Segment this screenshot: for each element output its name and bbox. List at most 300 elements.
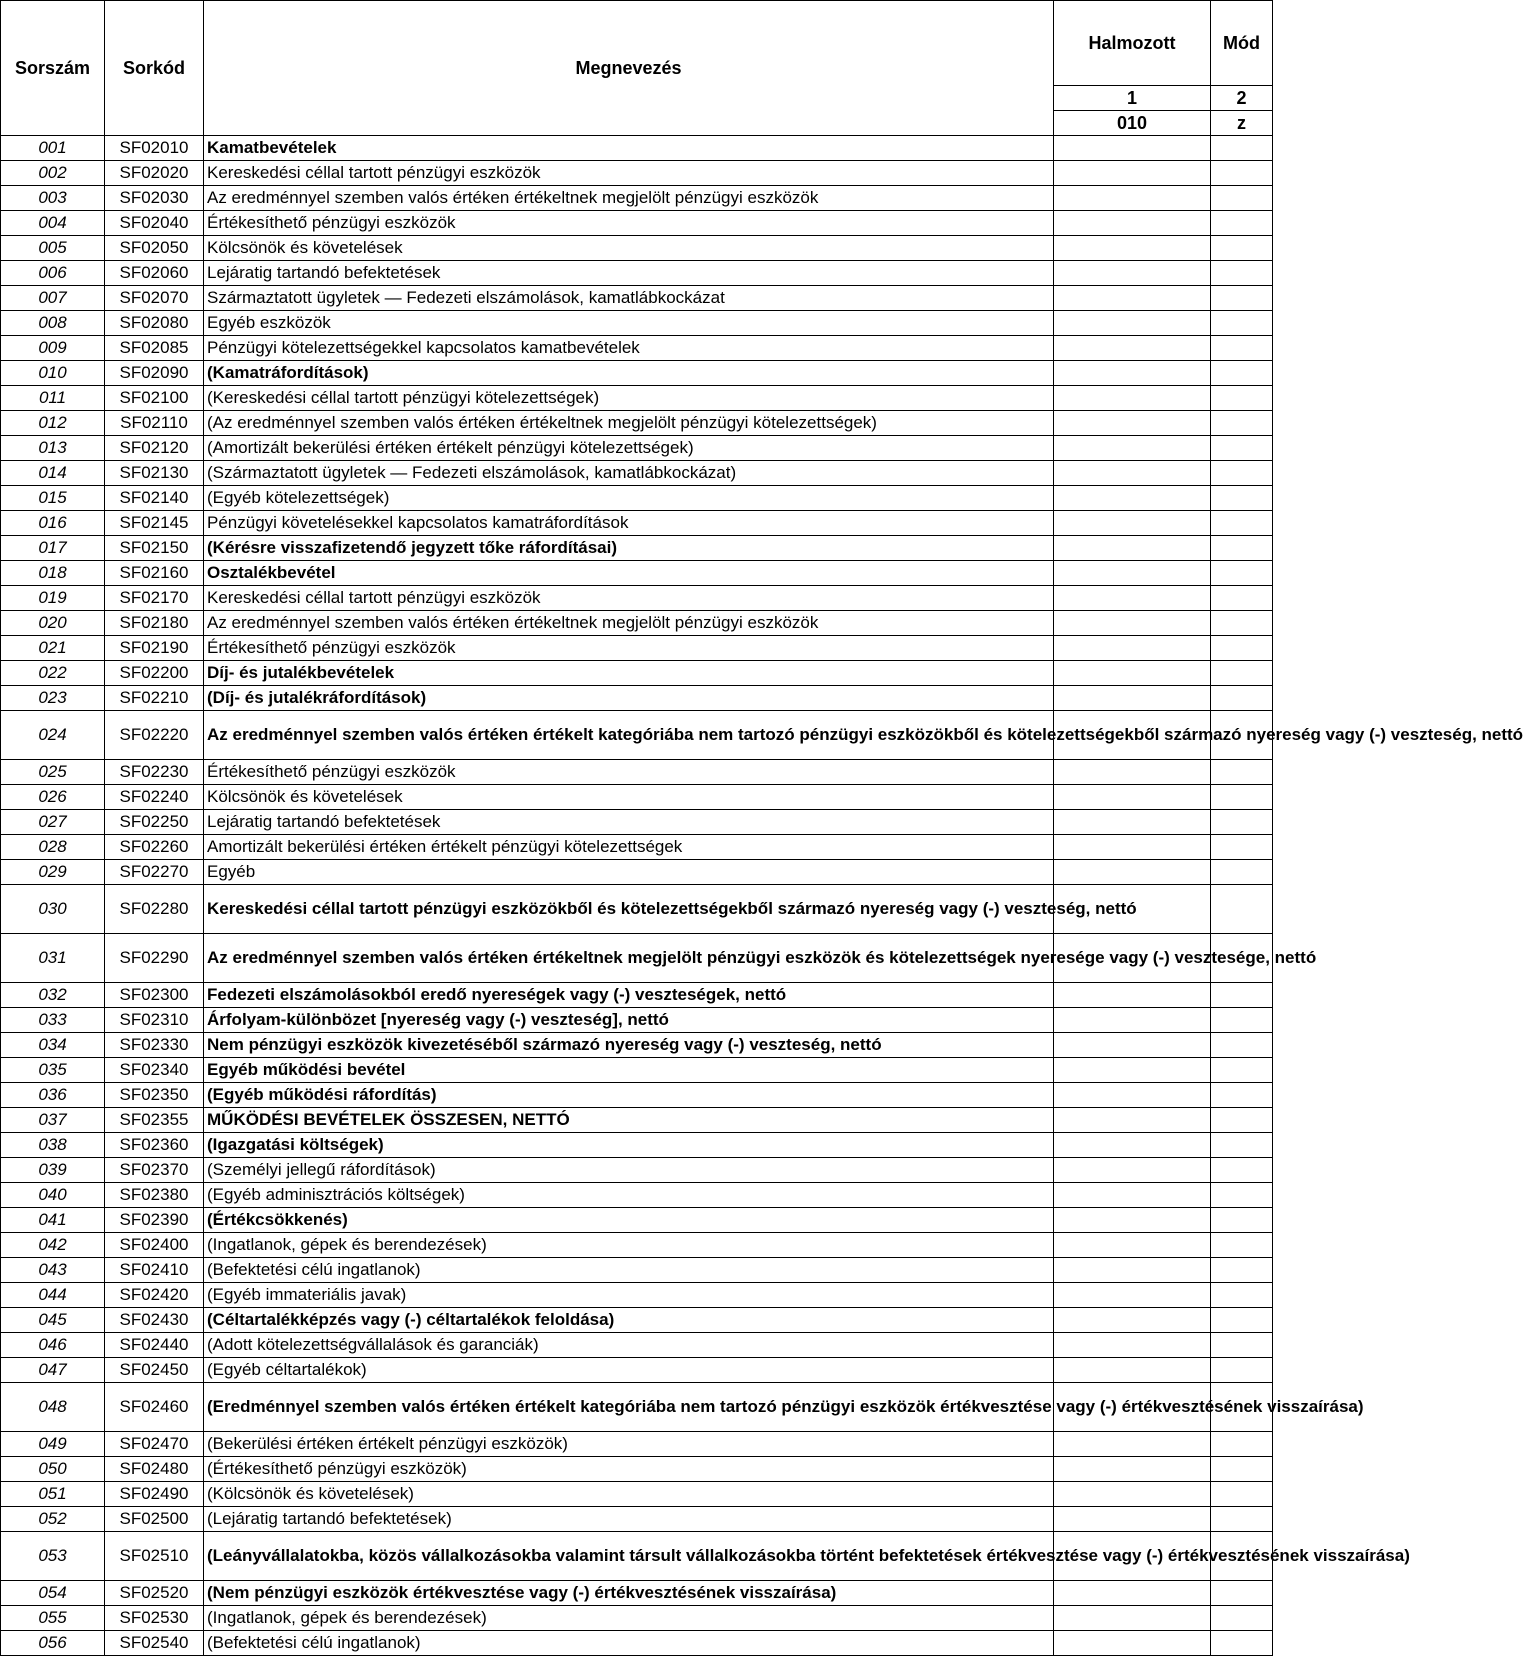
row-number: 047	[1, 1358, 105, 1383]
header-megnevezes: Megnevezés	[204, 1, 1054, 136]
table-row	[1, 1133, 1273, 1158]
row-number: 037	[1, 1108, 105, 1133]
row-number: 013	[1, 436, 105, 461]
cell-halmozott[interactable]	[1054, 236, 1211, 261]
row-number: 036	[1, 1083, 105, 1108]
row-number: 012	[1, 411, 105, 436]
cell-halmozott[interactable]	[1054, 785, 1211, 810]
header-halmozott-number: 1	[1054, 86, 1211, 111]
row-code: SF02360	[105, 1133, 204, 1158]
table-row	[1, 1208, 1273, 1233]
cell-halmozott[interactable]	[1054, 1033, 1211, 1058]
table-row	[1, 1308, 1273, 1333]
row-code: SF02330	[105, 1033, 204, 1058]
row-number: 025	[1, 760, 105, 785]
cell-mod[interactable]	[1211, 835, 1273, 860]
cell-halmozott[interactable]	[1054, 161, 1211, 186]
cell-mod[interactable]	[1211, 311, 1273, 336]
row-number: 008	[1, 311, 105, 336]
row-number: 021	[1, 636, 105, 661]
table-row	[1, 411, 1273, 436]
row-number: 014	[1, 461, 105, 486]
row-number: 042	[1, 1233, 105, 1258]
row-label: Kölcsönök és követelések	[204, 785, 1054, 810]
row-number: 017	[1, 536, 105, 561]
row-label: (Bekerülési értéken értékelt pénzügyi eszközök)	[204, 1432, 1054, 1457]
row-label: Árfolyam-különbözet [nyereség vagy (-) veszteség], nettó	[204, 1008, 1054, 1033]
cell-mod[interactable]	[1211, 1333, 1273, 1358]
row-label: (Egyéb adminisztrációs költségek)	[204, 1183, 1054, 1208]
cell-halmozott[interactable]	[1054, 1482, 1211, 1507]
cell-mod[interactable]	[1211, 211, 1273, 236]
row-number: 022	[1, 661, 105, 686]
cell-halmozott[interactable]	[1054, 611, 1211, 636]
cell-mod[interactable]	[1211, 785, 1273, 810]
cell-mod[interactable]	[1211, 486, 1273, 511]
row-code: SF02470	[105, 1432, 204, 1457]
row-number: 004	[1, 211, 105, 236]
cell-halmozott[interactable]	[1054, 1457, 1211, 1482]
cell-mod[interactable]	[1211, 1183, 1273, 1208]
table-row	[1, 261, 1273, 286]
row-number: 005	[1, 236, 105, 261]
row-code: SF02145	[105, 511, 204, 536]
table-row	[1, 186, 1273, 211]
cell-halmozott[interactable]	[1054, 760, 1211, 785]
row-number: 001	[1, 136, 105, 161]
row-number: 034	[1, 1033, 105, 1058]
row-label: Az eredménnyel szemben valós értéken értékeltnek megjelölt pénzügyi eszközök és kötelezettségek nyeresége vagy (-) vesztesége, nettó	[204, 934, 1054, 983]
row-number: 045	[1, 1308, 105, 1333]
table-row	[1, 536, 1273, 561]
row-label: (Származtatott ügyletek — Fedezeti elszámolások, kamatlábkockázat)	[204, 461, 1054, 486]
row-label: (Kamatráfordítások)	[204, 361, 1054, 386]
row-label: Fedezeti elszámolásokból eredő nyereségek vagy (-) veszteségek, nettó	[204, 983, 1054, 1008]
row-code: SF02380	[105, 1183, 204, 1208]
header-mod: Mód	[1211, 1, 1273, 86]
row-label: Értékesíthető pénzügyi eszközök	[204, 211, 1054, 236]
row-label: Egyéb működési bevétel	[204, 1058, 1054, 1083]
table-row	[1, 286, 1273, 311]
cell-halmozott[interactable]	[1054, 586, 1211, 611]
row-code: SF02230	[105, 760, 204, 785]
cell-halmozott[interactable]	[1054, 261, 1211, 286]
cell-mod[interactable]	[1211, 810, 1273, 835]
row-code: SF02190	[105, 636, 204, 661]
row-code: SF02390	[105, 1208, 204, 1233]
row-code: SF02520	[105, 1581, 204, 1606]
cell-mod[interactable]	[1211, 1507, 1273, 1532]
cell-mod[interactable]	[1211, 436, 1273, 461]
row-number: 018	[1, 561, 105, 586]
row-label: (Nem pénzügyi eszközök értékvesztése vagy (-) értékvesztésének visszaírása)	[204, 1581, 1054, 1606]
row-code: SF02210	[105, 686, 204, 711]
cell-mod[interactable]	[1211, 1258, 1273, 1283]
table-row	[1, 1581, 1273, 1606]
row-label: (Egyéb céltartalékok)	[204, 1358, 1054, 1383]
row-label: Kereskedési céllal tartott pénzügyi eszközök	[204, 161, 1054, 186]
row-code: SF02450	[105, 1358, 204, 1383]
row-number: 030	[1, 885, 105, 934]
row-code: SF02480	[105, 1457, 204, 1482]
row-code: SF02130	[105, 461, 204, 486]
table-row	[1, 336, 1273, 361]
cell-halmozott[interactable]	[1054, 1283, 1211, 1308]
cell-mod[interactable]	[1211, 1606, 1273, 1631]
cell-mod[interactable]	[1211, 336, 1273, 361]
row-number: 016	[1, 511, 105, 536]
cell-mod[interactable]	[1211, 1482, 1273, 1507]
cell-mod[interactable]	[1211, 511, 1273, 536]
row-number: 002	[1, 161, 105, 186]
row-label: Díj- és jutalékbevételek	[204, 661, 1054, 686]
row-label: Az eredménnyel szemben valós értéken értékeltnek megjelölt pénzügyi eszközök	[204, 186, 1054, 211]
row-label: (Személyi jellegű ráfordítások)	[204, 1158, 1054, 1183]
cell-mod[interactable]	[1211, 236, 1273, 261]
row-label: (Leányvállalatokba, közös vállalkozásokba valamint társult vállalkozásokba történt befektetések értékvesztése vagy (-) értékvesztésének visszaírása)	[204, 1532, 1054, 1581]
row-label: (Amortizált bekerülési értéken értékelt pénzügyi kötelezettségek)	[204, 436, 1054, 461]
cell-halmozott[interactable]	[1054, 1507, 1211, 1532]
cell-halmozott[interactable]	[1054, 1333, 1211, 1358]
cell-mod[interactable]	[1211, 1133, 1273, 1158]
cell-halmozott[interactable]	[1054, 1058, 1211, 1083]
cell-mod[interactable]	[1211, 686, 1273, 711]
row-number: 003	[1, 186, 105, 211]
row-label: Az eredménnyel szemben valós értéken értékelt kategóriába nem tartozó pénzügyi eszközökből és kötelezettségekből származó nyereség vagy (-) veszteség, nettó	[204, 711, 1054, 760]
row-label: (Ingatlanok, gépek és berendezések)	[204, 1233, 1054, 1258]
row-code: SF02120	[105, 436, 204, 461]
cell-halmozott[interactable]	[1054, 1581, 1211, 1606]
cell-mod[interactable]	[1211, 286, 1273, 311]
row-label: Lejáratig tartandó befektetések	[204, 261, 1054, 286]
table-row	[1, 611, 1273, 636]
row-number: 033	[1, 1008, 105, 1033]
cell-halmozott[interactable]	[1054, 636, 1211, 661]
cell-mod[interactable]	[1211, 661, 1273, 686]
row-number: 006	[1, 261, 105, 286]
row-code: SF02530	[105, 1606, 204, 1631]
cell-halmozott[interactable]	[1054, 536, 1211, 561]
row-label: Egyéb	[204, 860, 1054, 885]
cell-mod[interactable]	[1211, 136, 1273, 161]
row-code: SF02420	[105, 1283, 204, 1308]
row-code: SF02220	[105, 711, 204, 760]
table-row	[1, 161, 1273, 186]
cell-mod[interactable]	[1211, 1308, 1273, 1333]
row-number: 031	[1, 934, 105, 983]
row-label: Amortizált bekerülési értéken értékelt pénzügyi kötelezettségek	[204, 835, 1054, 860]
row-number: 015	[1, 486, 105, 511]
table-row	[1, 1233, 1273, 1258]
row-number: 035	[1, 1058, 105, 1083]
cell-mod[interactable]	[1211, 1108, 1273, 1133]
row-label: (Kérésre visszafizetendő jegyzett tőke ráfordításai)	[204, 536, 1054, 561]
row-label: Osztalékbevétel	[204, 561, 1054, 586]
row-label: Kölcsönök és követelések	[204, 236, 1054, 261]
cell-halmozott[interactable]	[1054, 1631, 1211, 1656]
cell-mod[interactable]	[1211, 1208, 1273, 1233]
row-label: Egyéb eszközök	[204, 311, 1054, 336]
cell-halmozott[interactable]	[1054, 1358, 1211, 1383]
table-row	[1, 311, 1273, 336]
table-row	[1, 934, 1273, 983]
row-label: (Eredménnyel szemben valós értéken értékelt kategóriába nem tartozó pénzügyi eszközök értékvesztése vagy (-) értékvesztésének visszaírása)	[204, 1383, 1054, 1432]
row-code: SF02160	[105, 561, 204, 586]
table-row	[1, 461, 1273, 486]
table-row	[1, 1283, 1273, 1308]
table-row	[1, 1432, 1273, 1457]
row-number: 032	[1, 983, 105, 1008]
cell-halmozott[interactable]	[1054, 661, 1211, 686]
cell-mod[interactable]	[1211, 1158, 1273, 1183]
cell-halmozott[interactable]	[1054, 436, 1211, 461]
table-row	[1, 1358, 1273, 1383]
cell-halmozott[interactable]	[1054, 411, 1211, 436]
row-label: (Befektetési célú ingatlanok)	[204, 1631, 1054, 1656]
header-halmozott: Halmozott	[1054, 1, 1211, 86]
header-halmozott-code: 010	[1054, 111, 1211, 136]
row-number: 023	[1, 686, 105, 711]
row-number: 011	[1, 386, 105, 411]
cell-mod[interactable]	[1211, 885, 1273, 934]
row-label: (Céltartalékképzés vagy (-) céltartalékok feloldása)	[204, 1308, 1054, 1333]
cell-mod[interactable]	[1211, 161, 1273, 186]
row-number: 009	[1, 336, 105, 361]
cell-halmozott[interactable]	[1054, 561, 1211, 586]
cell-halmozott[interactable]	[1054, 286, 1211, 311]
cell-halmozott[interactable]	[1054, 311, 1211, 336]
row-code: SF02340	[105, 1058, 204, 1083]
row-number: 055	[1, 1606, 105, 1631]
row-code: SF02430	[105, 1308, 204, 1333]
row-number: 028	[1, 835, 105, 860]
cell-mod[interactable]	[1211, 186, 1273, 211]
row-code: SF02540	[105, 1631, 204, 1656]
row-label: Kereskedési céllal tartott pénzügyi eszközökből és kötelezettségekből származó nyereség vagy (-) veszteség, nettó	[204, 885, 1054, 934]
table-row	[1, 1033, 1273, 1058]
table-row	[1, 1108, 1273, 1133]
row-label: (Befektetési célú ingatlanok)	[204, 1258, 1054, 1283]
row-code: SF02440	[105, 1333, 204, 1358]
row-code: SF02100	[105, 386, 204, 411]
header-sorkod: Sorkód	[105, 1, 204, 136]
cell-mod[interactable]	[1211, 1233, 1273, 1258]
row-number: 050	[1, 1457, 105, 1482]
row-label: MŰKÖDÉSI BEVÉTELEK ÖSSZESEN, NETTÓ	[204, 1108, 1054, 1133]
row-number: 027	[1, 810, 105, 835]
cell-mod[interactable]	[1211, 1033, 1273, 1058]
row-label: Származtatott ügyletek — Fedezeti elszámolások, kamatlábkockázat	[204, 286, 1054, 311]
cell-halmozott[interactable]	[1054, 1233, 1211, 1258]
row-code: SF02290	[105, 934, 204, 983]
cell-halmozott[interactable]	[1054, 1158, 1211, 1183]
cell-halmozott[interactable]	[1054, 810, 1211, 835]
row-label: (Lejáratig tartandó befektetések)	[204, 1507, 1054, 1532]
cell-halmozott[interactable]	[1054, 361, 1211, 386]
row-code: SF02280	[105, 885, 204, 934]
cell-mod[interactable]	[1211, 1457, 1273, 1482]
row-code: SF02020	[105, 161, 204, 186]
cell-mod[interactable]	[1211, 561, 1273, 586]
row-code: SF02410	[105, 1258, 204, 1283]
table-row	[1, 835, 1273, 860]
row-label: (Értékesíthető pénzügyi eszközök)	[204, 1457, 1054, 1482]
table-row	[1, 860, 1273, 885]
row-label: Nem pénzügyi eszközök kivezetéséből származó nyereség vagy (-) veszteség, nettó	[204, 1033, 1054, 1058]
table-row	[1, 1183, 1273, 1208]
table-row	[1, 1333, 1273, 1358]
row-code: SF02110	[105, 411, 204, 436]
table-body	[1, 136, 1523, 1656]
table-row	[1, 810, 1273, 835]
row-code: SF02150	[105, 536, 204, 561]
cell-halmozott[interactable]	[1054, 1083, 1211, 1108]
header-mod-code: z	[1211, 111, 1273, 136]
cell-mod[interactable]	[1211, 1008, 1273, 1033]
row-code: SF02500	[105, 1507, 204, 1532]
table-row	[1, 1482, 1273, 1507]
row-number: 007	[1, 286, 105, 311]
row-code: SF02180	[105, 611, 204, 636]
cell-halmozott[interactable]	[1054, 860, 1211, 885]
table-row	[1, 436, 1273, 461]
table-row	[1, 1083, 1273, 1108]
row-code: SF02490	[105, 1482, 204, 1507]
table-row	[1, 586, 1273, 611]
table-row	[1, 1457, 1273, 1482]
row-label: (Egyéb kötelezettségek)	[204, 486, 1054, 511]
cell-mod[interactable]	[1211, 636, 1273, 661]
cell-mod[interactable]	[1211, 261, 1273, 286]
cell-halmozott[interactable]	[1054, 461, 1211, 486]
row-label: (Egyéb immateriális javak)	[204, 1283, 1054, 1308]
table-row	[1, 486, 1273, 511]
cell-halmozott[interactable]	[1054, 336, 1211, 361]
row-code: SF02060	[105, 261, 204, 286]
cell-mod[interactable]	[1211, 611, 1273, 636]
cell-mod[interactable]	[1211, 461, 1273, 486]
cell-halmozott[interactable]	[1054, 1108, 1211, 1133]
cell-mod[interactable]	[1211, 1631, 1273, 1656]
cell-mod[interactable]	[1211, 1058, 1273, 1083]
row-label: (Értékcsökkenés)	[204, 1208, 1054, 1233]
row-label: Az eredménnyel szemben valós értéken értékeltnek megjelölt pénzügyi eszközök	[204, 611, 1054, 636]
table-row	[1, 636, 1273, 661]
row-number: 041	[1, 1208, 105, 1233]
cell-halmozott[interactable]	[1054, 835, 1211, 860]
cell-halmozott[interactable]	[1054, 1133, 1211, 1158]
row-code: SF02460	[105, 1383, 204, 1432]
row-number: 052	[1, 1507, 105, 1532]
table-row	[1, 1383, 1273, 1432]
cell-halmozott[interactable]	[1054, 1183, 1211, 1208]
cell-halmozott[interactable]	[1054, 511, 1211, 536]
row-number: 040	[1, 1183, 105, 1208]
cell-mod[interactable]	[1211, 860, 1273, 885]
cell-halmozott[interactable]	[1054, 1432, 1211, 1457]
cell-halmozott[interactable]	[1054, 1008, 1211, 1033]
cell-mod[interactable]	[1211, 1083, 1273, 1108]
row-number: 029	[1, 860, 105, 885]
cell-halmozott[interactable]	[1054, 486, 1211, 511]
cell-halmozott[interactable]	[1054, 386, 1211, 411]
cell-mod[interactable]	[1211, 1358, 1273, 1383]
row-number: 056	[1, 1631, 105, 1656]
cell-mod[interactable]	[1211, 1581, 1273, 1606]
cell-mod[interactable]	[1211, 586, 1273, 611]
cell-halmozott[interactable]	[1054, 1606, 1211, 1631]
row-code: SF02350	[105, 1083, 204, 1108]
cell-mod[interactable]	[1211, 411, 1273, 436]
row-code: SF02300	[105, 983, 204, 1008]
row-number: 046	[1, 1333, 105, 1358]
cell-halmozott[interactable]	[1054, 1258, 1211, 1283]
cell-halmozott[interactable]	[1054, 136, 1211, 161]
row-code: SF02140	[105, 486, 204, 511]
cell-halmozott[interactable]	[1054, 983, 1211, 1008]
cell-halmozott[interactable]	[1054, 1208, 1211, 1233]
table-row	[1, 1631, 1273, 1656]
cell-mod[interactable]	[1211, 983, 1273, 1008]
row-label: Értékesíthető pénzügyi eszközök	[204, 636, 1054, 661]
row-label: Pénzügyi kötelezettségekkel kapcsolatos kamatbevételek	[204, 336, 1054, 361]
table-row	[1, 211, 1273, 236]
cell-halmozott[interactable]	[1054, 186, 1211, 211]
row-label: Pénzügyi követelésekkel kapcsolatos kamatráfordítások	[204, 511, 1054, 536]
row-label: Értékesíthető pénzügyi eszközök	[204, 760, 1054, 785]
table-row	[1, 1507, 1273, 1532]
cell-mod[interactable]	[1211, 1432, 1273, 1457]
cell-mod[interactable]	[1211, 386, 1273, 411]
row-number: 010	[1, 361, 105, 386]
row-number: 039	[1, 1158, 105, 1183]
table-row	[1, 1606, 1273, 1631]
row-code: SF02080	[105, 311, 204, 336]
row-number: 053	[1, 1532, 105, 1581]
row-number: 054	[1, 1581, 105, 1606]
cell-halmozott[interactable]	[1054, 1308, 1211, 1333]
row-number: 019	[1, 586, 105, 611]
table-row	[1, 885, 1273, 934]
cell-halmozott[interactable]	[1054, 686, 1211, 711]
table-row	[1, 136, 1273, 161]
row-label: (Az eredménnyel szemben valós értéken értékeltnek megjelölt pénzügyi kötelezettségek)	[204, 411, 1054, 436]
table-row	[1, 686, 1273, 711]
row-code: SF02085	[105, 336, 204, 361]
row-label: (Díj- és jutalékráfordítások)	[204, 686, 1054, 711]
row-label: (Ingatlanok, gépek és berendezések)	[204, 1606, 1054, 1631]
table-row	[1, 1158, 1273, 1183]
row-number: 048	[1, 1383, 105, 1432]
cell-mod[interactable]	[1211, 536, 1273, 561]
cell-mod[interactable]	[1211, 1283, 1273, 1308]
row-code: SF02270	[105, 860, 204, 885]
cell-mod[interactable]	[1211, 760, 1273, 785]
row-number: 026	[1, 785, 105, 810]
row-code: SF02260	[105, 835, 204, 860]
table-row	[1, 386, 1273, 411]
table-row	[1, 1058, 1273, 1083]
row-code: SF02050	[105, 236, 204, 261]
table-row	[1, 1258, 1273, 1283]
row-label: (Igazgatási költségek)	[204, 1133, 1054, 1158]
row-number: 051	[1, 1482, 105, 1507]
row-number: 024	[1, 711, 105, 760]
table-row	[1, 361, 1273, 386]
cell-mod[interactable]	[1211, 361, 1273, 386]
row-number: 020	[1, 611, 105, 636]
cell-halmozott[interactable]	[1054, 211, 1211, 236]
